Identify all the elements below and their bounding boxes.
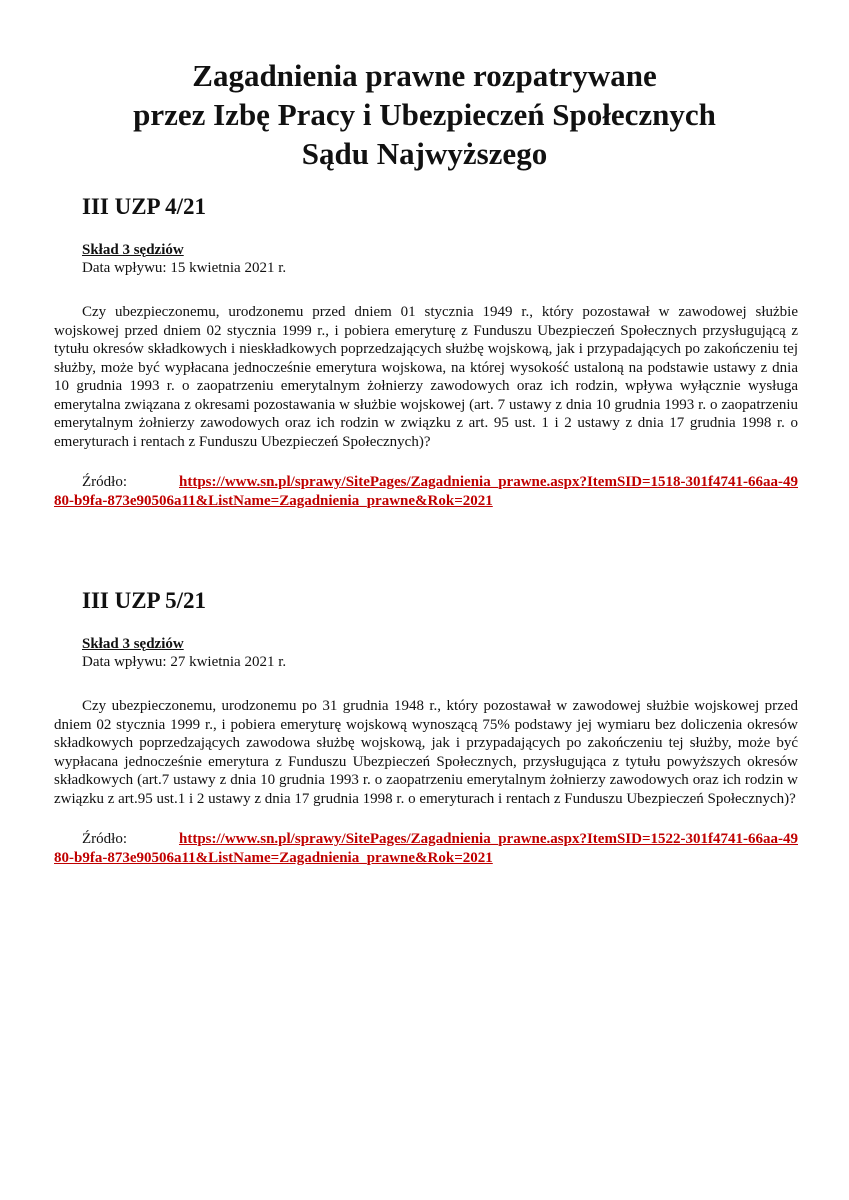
case-section <box>54 193 798 510</box>
case-number: III UZP 4/21 <box>82 194 206 219</box>
title-line-3: Sądu Najwyższego <box>301 136 548 171</box>
legal-question <box>54 303 798 451</box>
court-composition: Skład 3 sędziów <box>82 636 184 652</box>
case-number: III UZP 5/21 <box>82 588 206 613</box>
legal-question <box>54 697 798 808</box>
source-label: Źródło: <box>82 831 127 847</box>
legal-question-text: Czy ubezpieczonemu, urodzonemu po 31 grudnia 1948 r., który pozostawał w zawodowej służbie wojskowej przed dniem 02 stycznia 1999 r., i pobiera emeryturę wojskową wynoszącą 75% podstawy jej wymiaru bez doliczenia okresów składkowych poprzedzających zawodowa służbę wojskową, jak i przypadających po zakończeniu tej służby, może być wypłacana jednocześnie emerytura z Funduszu Ubezpieczeń Społecznych, przysługująca z tytułu powyższych okresów składkowych (art.7 ustawy z dnia 10 grudnia 1993 r. o zaopatrzeniu emerytalnym żołnierzy zawodowych oraz ich rodzin w związku z art.95 ust.1 i 2 ustawy z dnia 17 grudnia 1998 r. o emeryturach i rentach z Funduszu Ubezpieczeń Społecznych)? <box>54 698 798 807</box>
source-label: Źródło: <box>82 474 127 490</box>
court-composition: Skład 3 sędziów <box>82 242 184 258</box>
receipt-date: Data wpływu: 15 kwietnia 2021 r. <box>82 260 287 276</box>
legal-question-text: Czy ubezpieczonemu, urodzonemu przed dniem 01 stycznia 1949 r., który pozostawał w zawodowej służbie wojskowej przed dniem 02 stycznia 1999 r., i pobiera emeryturę z Funduszu Ubezpieczeń Społecznych przysługującą z tytułu okresów składkowych i nieskładkowych poprzedzających służbę wojskową, jak i przypadających po zakończeniu tej służby, może być wypłacana jednocześnie emerytura wojskowa, na której wysokość ustaloną na podstawie ustawy z dnia 10 grudnia 1993 r. o zaopatrzeniu emerytalnym żołnierzy zawodowych oraz ich rodzin, wpływa wyłącznie wysługa emerytalna związana z okresami pozostawania w służbie wojskowej (art. 7 ustawy z dnia 10 grudnia 1993 r. o zaopatrzeniu emerytalnym żołnierzy zawodowych oraz ich rodzin w związku z art. 95 ust. 1 i 2 ustawy z dnia 17 grudnia 1998 r. o emeryturach i rentach z Funduszu Ubezpieczeń Społecznych)? <box>54 304 798 450</box>
receipt-date: Data wpływu: 27 kwietnia 2021 r. <box>82 654 287 670</box>
case-section <box>54 587 798 867</box>
source-link[interactable]: https://www.sn.pl/sprawy/SitePages/Zagadnienia_prawne.aspx?ItemSID=1518-301f4741-66aa-4980-b9fa-873e90506a11&ListName=Zagadnienia_prawne&Rok=2021 <box>54 474 798 509</box>
source-line <box>54 473 798 510</box>
document-title <box>60 56 789 173</box>
title-line-2: przez Izbę Pracy i Ubezpieczeń Społecznych <box>133 97 716 132</box>
source-line <box>54 830 798 867</box>
source-link[interactable]: https://www.sn.pl/sprawy/SitePages/Zagadnienia_prawne.aspx?ItemSID=1522-301f4741-66aa-4980-b9fa-873e90506a11&ListName=Zagadnienia_prawne&Rok=2021 <box>54 831 798 866</box>
title-line-1: Zagadnienia prawne rozpatrywane <box>192 58 657 93</box>
